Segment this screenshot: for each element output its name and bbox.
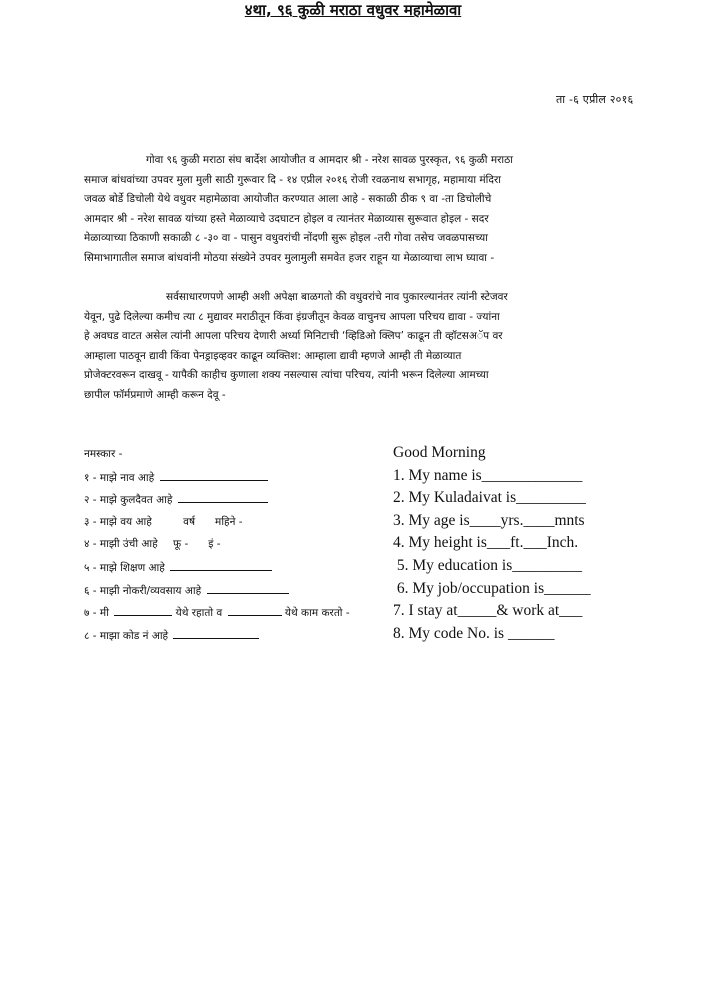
- paragraph-line: हे अवघड वाटत असेल त्यांनी आपला परिचय देणारी अर्ध्या मिनिटाची ‘व्हिडिओ क्लिप’ काढून ती व्हॉटसअॅप वर: [84, 330, 503, 343]
- paragraph-line: जवळ बोर्डे डिचोली येथे वधुवर महामेळावा आयोजीत करण्यात आला आहे - सकाळी ठीक ९ वा -ता डिचोलीचे: [84, 193, 492, 206]
- form-greeting: नमस्कार -: [84, 448, 123, 460]
- paragraph-intro: [84, 151, 644, 269]
- paragraph-line: आम्हाला पाठवून द्यावी किंवा पेनड्राइव्हवर काढून व्यक्तिश: आम्हाला द्यावी म्हणजे आम्ही ती मेळाव्यात: [84, 349, 462, 362]
- paragraph-line: सर्वसाधारणपणे आम्ही अशी अपेक्षा बाळगतो की वधुवरांचे नाव पुकारल्यानंतर त्यांनी स्टेजवर: [166, 291, 508, 303]
- form-item-education: [84, 560, 350, 583]
- form-item-en: 2. My Kuladaivat is_________: [393, 489, 586, 507]
- marathi-form: [84, 447, 350, 650]
- form-item-en: 1. My name is_____________: [393, 466, 583, 484]
- fill-blank[interactable]: [114, 605, 172, 616]
- paragraph-line: समाज बांधवांच्या उपवर मुला मुली साठी गुरूवार दि - १४ एप्रील २०१६ रोजी रवळनाथ सभागृह, महामाया मंदिरा: [84, 173, 501, 186]
- form-suffix: येथे काम करतो -: [284, 607, 350, 620]
- form-label: ३ - माझे वय आहे: [84, 515, 152, 528]
- paragraph-line: छापील फॉर्मप्रमाणे आम्ही करून देवू -: [84, 388, 226, 401]
- form-label: ८ - माझा कोड नं आहे: [84, 629, 169, 642]
- paragraph-line: आमदार श्री - नरेश सावळ यांच्या हस्ते मेळाव्याचे उदघाटन होइल व त्यानंतर मेळाव्यास सुरूवात होइल - सदर: [84, 212, 489, 225]
- paragraph-instructions: [84, 288, 644, 406]
- paragraph-line: गोवा ९६ कुळी मराठा संघ बार्देश आयोजीत व आमदार श्री - नरेश सावळ पुरस्कृत, ९६ कुळी मराठा: [146, 154, 513, 166]
- paragraph-line: प्रोजेक्टरवरून दाखवू - यापैकी काहीच कुणाला शक्य नसल्यास त्यांचा परिचय, त्यांनी भरून दिलेल्या आमच्या: [84, 369, 489, 382]
- fill-blank[interactable]: [207, 583, 289, 594]
- form-label: ६ - माझी नोकरी/व्यवसाय आहे: [84, 584, 202, 597]
- form-item-kuladaivat: [84, 492, 350, 515]
- form-suffix: फू - इं -: [173, 538, 221, 551]
- form-item-age: [84, 515, 350, 538]
- fill-blank[interactable]: [170, 560, 272, 571]
- paragraph-line: सिमाभागातील समाज बांधवांनी मोठया संख्येने उपवर मुलामुली समवेत हजर राहून या मेळाव्याचा लाभ घ्यावा -: [84, 251, 495, 264]
- form-label: ५ - माझे शिक्षण आहे: [84, 561, 165, 574]
- paragraph-line: मेळाव्याच्या ठिकाणी सकाळी ८ -३० वा - पासुन वधुवरांची नोंदणी सुरू होइल -तरी गोवा तसेच जवळपासच्या: [84, 232, 488, 245]
- form-label: ४ - माझी उंची आहे: [84, 538, 158, 551]
- form-item-en: 7. I stay at_____& work at___: [393, 602, 583, 620]
- paragraph-line: येवून, पुढे दिलेल्या कमीच त्या ८ मुद्यावर मराठीतून किंवा इंग्रजीतून केवळ वाचुनच आपला परिचय द्यावा - ज्यांना: [84, 310, 500, 323]
- form-item-en: 8. My code No. is ______: [393, 624, 555, 642]
- form-item-en: 3. My age is____yrs.____mnts: [393, 511, 585, 529]
- form-item-code: [84, 628, 350, 651]
- form-suffix: येथे रहातो व: [175, 607, 223, 620]
- fill-blank[interactable]: [173, 628, 259, 639]
- fill-blank[interactable]: [178, 492, 268, 503]
- document-title: ४था, ९६ कुळी मराठा वधुवर महामेळावा: [244, 1, 462, 19]
- form-label: ७ - मी: [84, 607, 109, 620]
- form-item-stay-work: [84, 605, 350, 628]
- form-greeting-en: Good Morning: [393, 444, 486, 461]
- fill-blank[interactable]: [228, 605, 282, 616]
- form-suffix: वर्ष महिने -: [183, 515, 243, 528]
- form-item-occupation: [84, 583, 350, 606]
- form-label: १ - माझे नाव आहे: [84, 471, 155, 484]
- form-item-name: [84, 470, 350, 493]
- form-item-en: 6. My job/occupation is______: [393, 579, 591, 597]
- fill-blank[interactable]: [160, 470, 268, 481]
- form-label: २ - माझे कुलदैवत आहे: [84, 494, 173, 507]
- form-item-en: 4. My height is___ft.___Inch.: [393, 534, 579, 552]
- form-item-en: 5. My education is_________: [393, 556, 582, 574]
- form-item-height: [84, 537, 350, 560]
- english-form: [393, 444, 591, 647]
- document-date: ता -६ एप्रील २०१६: [556, 93, 634, 106]
